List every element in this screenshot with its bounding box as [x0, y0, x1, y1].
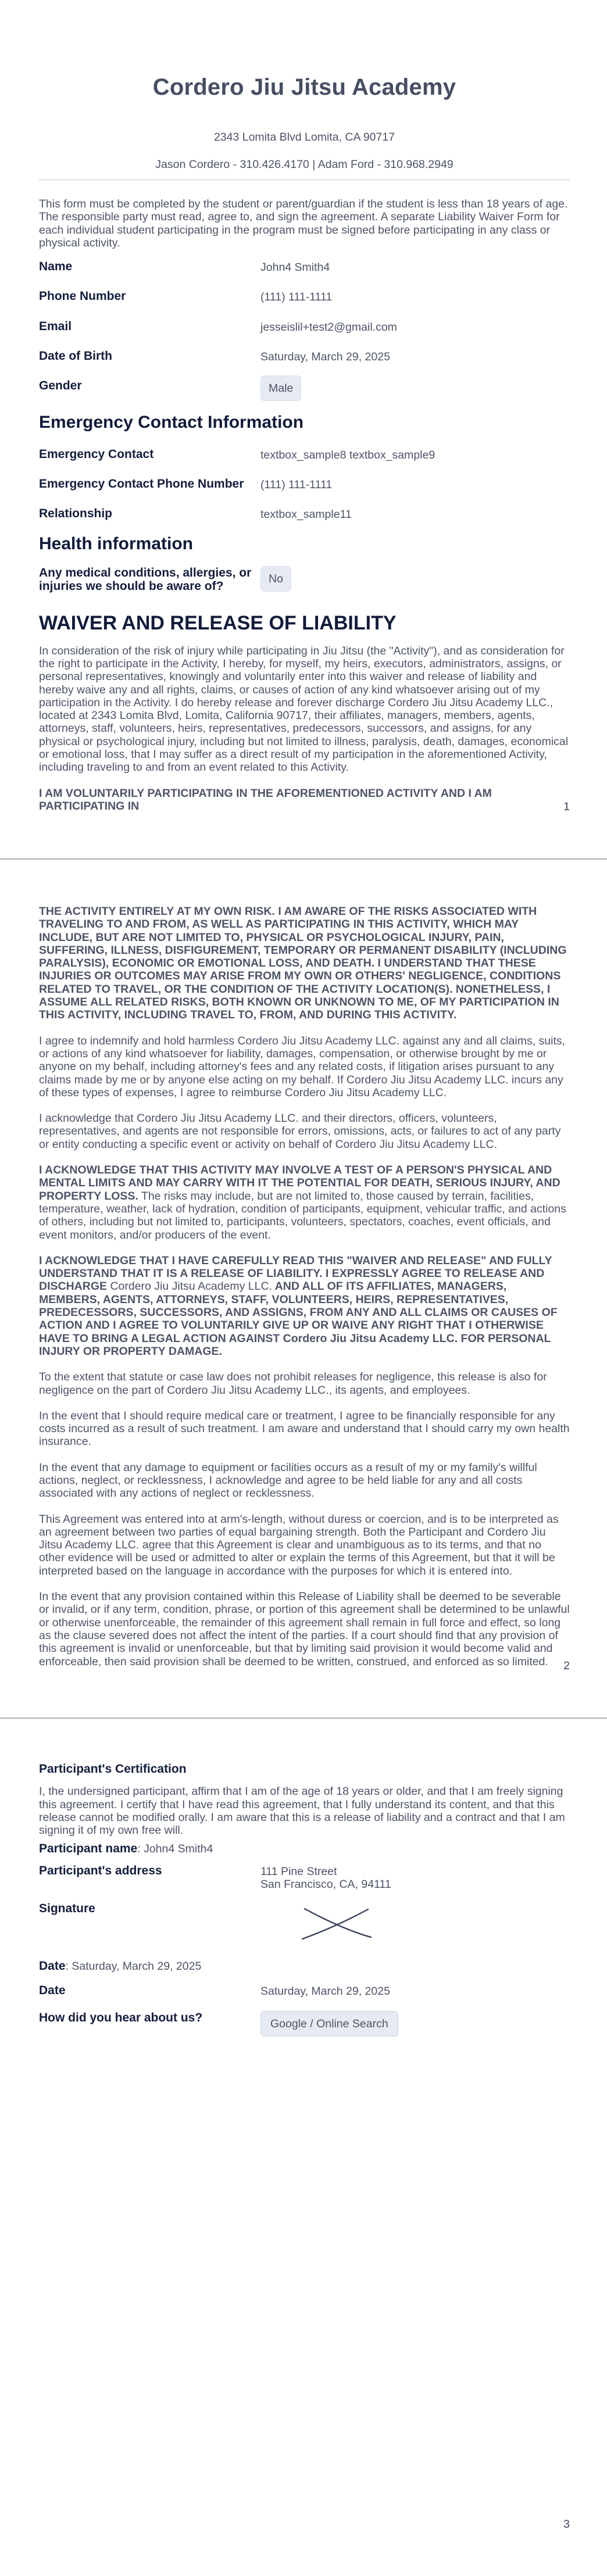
page-1	[0, 0, 607, 858]
field-label-emergency-contact: Emergency Contact	[39, 447, 154, 461]
field-value-relationship: textbox_sample11	[260, 508, 352, 521]
field-row-medical	[39, 567, 570, 593]
section-heading-health: Health information	[39, 534, 194, 553]
field-label-phone: Phone Number	[39, 289, 126, 303]
field-label-dob: Date of Birth	[39, 349, 112, 363]
field-label-medical-question: Any medical conditions, allergies, or injuries we should be aware of?	[39, 566, 252, 593]
signature-drawing	[299, 1905, 374, 1941]
waiver-paragraph-4: I agree to indemnify and hold harmless Cordero Jiu Jitsu Academy LLC. against any and all claims, suits, or actions of any kind whatsoever for liability, damages, compensation, or otherwise brought by me or anyone on my behalf, including attorney's fees and any related costs, if litigation arises pursuant to any claims made by me or by anyone else acting on my behalf. If Cordero Jiu Jitsu Academy LLC. incurs any of these types of expenses, I agree to reimburse Cordero Jiu Jitsu Academy LLC.	[39, 1034, 566, 1099]
academy-address: 2343 Lomita Blvd Lomita, CA 90717	[213, 131, 395, 144]
field-label-name: Name	[39, 260, 73, 274]
certification-heading: Participant's Certification	[39, 1762, 187, 1776]
field-label-relationship: Relationship	[39, 507, 113, 521]
medical-answer-badge: No	[260, 566, 291, 592]
field-value-email: jesseislil+test2@gmail.com	[260, 320, 397, 334]
medical-value	[260, 567, 291, 592]
page-2	[0, 858, 607, 1718]
address-line-2: San Francisco, CA, 94111	[260, 1878, 391, 1891]
field-value-dob: Saturday, March 29, 2025	[260, 350, 390, 364]
academy-title: Cordero Jiu Jitsu Academy	[152, 74, 456, 100]
field-row-name	[39, 260, 570, 274]
field-row-date	[39, 1984, 570, 1998]
participant-name-line: Participant name: John4 Smith4	[39, 1842, 213, 1856]
waiver-paragraph-3: THE ACTIVITY ENTIRELY AT MY OWN RISK. I AM AWARE OF THE RISKS ASSOCIATED WITH TRAVELING TO AND FROM, AS WELL AS PARTICIPATING IN THIS ACTIVITY, WHICH MAY INCLUDE, BUT ARE NOT LIMITED TO, PHYSICAL OR PSYCHOLOGICAL INJURY, PAIN, SUFFERING, ILLNESS, DISFIGUREMENT, TEMPORARY OR PERMANENT DISABILITY (INCLUDING PARALYSIS), ECONOMIC OR EMOTIONAL LOSS, AND DEATH. I UNDERSTAND THAT THESE INJURIES OR OUTCOMES MAY ARISE FROM MY OWN OR OTHERS' NEGLIGENCE, CONDITIONS RELATED TO TRAVEL, OR THE CONDITION OF THE ACTIVITY LOCATION(S). NONETHELESS, I ASSUME ALL RELATED RISKS, BOTH KNOWN OR UNKNOWN TO ME, OF MY PARTICIPATION IN THIS ACTIVITY, INCLUDING TRAVEL TO, FROM, AND DURING THIS ACTIVITY.	[39, 905, 567, 1022]
waiver-paragraph-7: I ACKNOWLEDGE THAT I HAVE CAREFULLY READ THIS "WAIVER AND RELEASE" AND FULLY UNDERSTAND THAT IT IS A RELEASE OF LIABILITY. I EXPRESSLY AGREE TO RELEASE AND DISCHARGE Cordero Jiu Jitsu Academy LLC. AND ALL OF ITS AFFILIATES, MANAGERS, MEMBERS, AGENTS, ATTORNEYS, STAFF, VOLUNTEERS, HEIRS, REPRESENTATIVES, PREDECESSORS, SUCCESSORS, AND ASSIGNS, FROM ANY AND ALL CLAIMS OR CAUSES OF ACTION AND I AGREE TO VOLUNTARILY GIVE UP OR WAIVE ANY RIGHT THAT I OTHERWISE HAVE TO BRING A LEGAL ACTION AGAINST Cordero Jiu Jitsu Academy LLC. FOR PERSONAL INJURY OR PROPERTY DAMAGE.	[39, 1254, 558, 1358]
waiver-paragraph-11: This Agreement was entered into at arm's-length, without duress or coercion, and is to be interpreted as an agreement between two parties of equal bargaining strength. Both the Participant and Cordero Jiu Jitsu Academy LLC. agree that this Agreement is clear and unambiguous as to its terms, and that no other evidence will be used or admitted to alter or explain the terms of this Agreement, but that it will be interpreted based on the language in accordance with the purposes for which it is entered into.	[39, 1512, 559, 1577]
certification-paragraph: I, the undersigned participant, affirm that I am of the age of 18 years or older, and that I am freely signing this agreement. I certify that I have read this agreement, that I fully understand its content, and that this release cannot be modified orally. I am aware that this is a release of liability and a contract and that I am signing it of my own free will.	[39, 1785, 565, 1837]
field-row-hear-about	[39, 2012, 570, 2037]
field-row-relationship	[39, 507, 570, 521]
field-label-gender: Gender	[39, 379, 82, 393]
field-label-hear-about: How did you hear about us?	[39, 2010, 203, 2024]
gender-badge: Male	[260, 375, 301, 401]
hear-about-badge: Google / Online Search	[260, 2011, 398, 2037]
waiver-paragraph-2: I AM VOLUNTARILY PARTICIPATING IN THE AFOREMENTIONED ACTIVITY AND I AM PARTICIPATING IN	[39, 786, 492, 813]
page-number-2: 2	[563, 1659, 570, 1672]
waiver-paragraph-12: In the event that any provision contained within this Release of Liability shall be deemed to be severable or invalid, or if any term, condition, phrase, or portion of this agreement shall be determined to be unlawful or otherwise unenforceable, the remainder of this agreement shall remain in full force and effect, so long as the clause severed does not affect the intent of the parties. If a court should find that any provision of this agreement is invalid or unenforceable, but that by limiting said provision it would become valid and enforceable, then said provision shall be deemed to be written, construed, and enforced as so limited.	[39, 1590, 570, 1668]
waiver-paragraph-8: To the extent that statute or case law does not prohibit releases for negligence, this release is also for negligence on the part of Cordero Jiu Jitsu Academy LLC., its agents, and employees.	[39, 1371, 547, 1397]
intro-paragraph: This form must be completed by the student or parent/guardian if the student is less than 18 years of age. The responsible party must read, agree to, and sign the agreement. A separate Liability Waiver Form for each individual student participating in the program must be signed before participating in any class or physical activity.	[39, 198, 568, 249]
page-number-3: 3	[563, 2518, 570, 2531]
field-label-signature: Signature	[39, 1902, 95, 1916]
date-inline-line: Date: Saturday, March 29, 2025	[39, 1959, 202, 1973]
field-row-signature	[39, 1902, 570, 1941]
field-row-emergency-phone	[39, 478, 570, 491]
page-number-1: 1	[563, 800, 570, 813]
waiver-heading: WAIVER AND RELEASE OF LIABILITY	[39, 611, 397, 634]
field-row-gender	[39, 380, 570, 401]
gender-value	[260, 380, 301, 401]
waiver-paragraph-6: I ACKNOWLEDGE THAT THIS ACTIVITY MAY INVOLVE A TEST OF A PERSON'S PHYSICAL AND MENTAL LIMITS AND MAY CARRY WITH IT THE POTENTIAL FOR DEATH, SERIOUS INJURY, AND PROPERTY LOSS. The risks may include, but are not limited to, those caused by terrain, facilities, temperature, weather, lack of hydration, condition of participants, equipment, vehicular traffic, and actions of others, including but not limited to, participants, volunteers, spectators, coaches, event officials, and event monitors, and/or producers of the event.	[39, 1164, 566, 1242]
address-line-1: 111 Pine Street	[260, 1865, 337, 1878]
field-row-email	[39, 320, 570, 334]
field-value-phone: (111) 111-1111	[260, 291, 333, 304]
hear-about-value	[260, 2012, 398, 2037]
field-label-email: Email	[39, 319, 72, 333]
waiver-paragraph-10: In the event that any damage to equipment or facilities occurs as a result of my or my family's willful actions, neglect, or recklessness, I acknowledge and agree to be held liable for any and all costs associated with any actions of neglect or recklessness.	[39, 1461, 537, 1500]
field-value-date: Saturday, March 29, 2025	[260, 1984, 390, 1998]
waiver-paragraph-5: I acknowledge that Cordero Jiu Jitsu Academy LLC. and their directors, officers, volunteers, representatives, and agents are not responsible for errors, omissions, acts, or failures to act of any party or entity conducting a specific event or activity on behalf of Cordero Jiu Jitsu Academy LLC.	[39, 1112, 561, 1151]
waiver-paragraph-1: In consideration of the risk of injury while participating in Jiu Jitsu (the "Activity"), and as consideration for the right to participate in the Activity, I hereby, for myself, my heirs, executors, administrators, assigns, or personal representatives, knowingly and voluntarily enter into this waiver and release of liability and hereby waive any and all rights, claims, or causes of action of any kind whatsoever arising out of my participation in the Activity. I do hereby release and forever discharge Cordero Jiu Jitsu Academy LLC., located at 2343 Lomita Blvd, Lomita, California 90717, their affiliates, managers, members, agents, attorneys, staff, volunteers, heirs, representatives, predecessors, successors, and assigns, for any physical or psychological injury, including but not limited to illness, paralysis, death, damages, economical or emotional loss, that I may suffer as a direct result of my participation in the aforementioned Activity, including traveling to and from an event related to this Activity.	[39, 644, 569, 774]
field-label-participant-address: Participant's address	[39, 1863, 162, 1877]
field-label-emergency-phone: Emergency Contact Phone Number	[39, 477, 244, 491]
field-row-phone	[39, 290, 570, 303]
field-row-emergency-contact	[39, 448, 570, 461]
participant-address-value	[260, 1865, 391, 1891]
page-3	[0, 1718, 607, 2576]
field-label-date: Date	[39, 1983, 66, 1997]
waiver-paragraph-9: In the event that I should require medical care or treatment, I agree to be financially responsible for any costs incurred as a result of such treatment. I am aware and understand that I should carry my own health insurance.	[39, 1409, 570, 1448]
field-value-emergency-phone: (111) 111-1111	[260, 478, 333, 492]
signature-x-icon	[299, 1905, 374, 1941]
field-value-emergency-contact: textbox_sample8 textbox_sample9	[260, 448, 435, 461]
field-row-participant-address	[39, 1865, 570, 1891]
section-heading-emergency: Emergency Contact Information	[39, 413, 304, 432]
field-value-name: John4 Smith4	[260, 261, 330, 274]
signature-value	[260, 1902, 374, 1941]
academy-contact-line: Jason Cordero - 310.426.4170 | Adam Ford - 310.968.2949	[155, 158, 454, 171]
field-row-dob	[39, 350, 570, 363]
